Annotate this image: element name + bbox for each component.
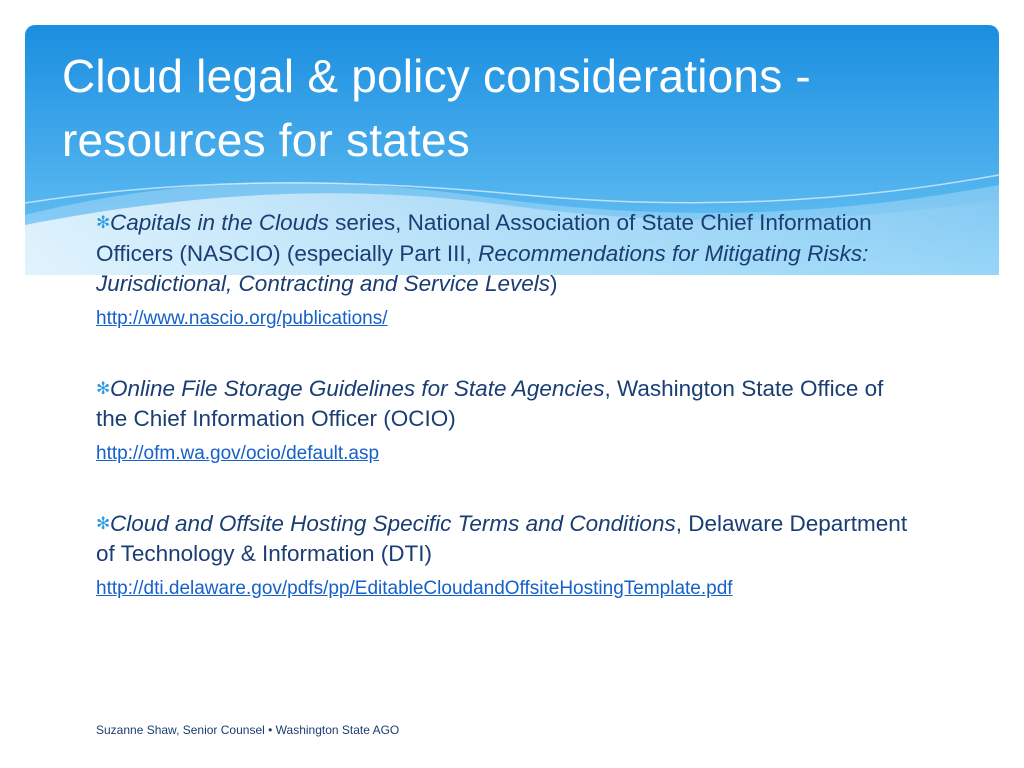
item-text [96, 509, 916, 570]
item-subtitle: Recommendations for Mitigating Risks: Jurisdictional, Contracting and Service Levels [96, 240, 869, 296]
asterisk-bullet-icon: ✻ [96, 378, 111, 398]
resource-list [96, 208, 916, 602]
item-description-end: ) [549, 271, 558, 296]
list-item [96, 208, 916, 332]
footer-text: Suzanne Shaw, Senior Counsel • Washington State AGO [96, 723, 400, 737]
item-text [96, 208, 916, 300]
resource-link[interactable]: http://dti.delaware.gov/pdfs/pp/EditableCloudandOffsiteHostingTemplate.pdf [96, 577, 733, 599]
list-item [96, 374, 916, 467]
item-title: Cloud and Offsite Hosting Specific Terms and Conditions [110, 510, 676, 536]
item-title: Online File Storage Guidelines for State Agencies [110, 375, 605, 401]
asterisk-bullet-icon: ✻ [96, 513, 111, 533]
resource-link[interactable]: http://ofm.wa.gov/ocio/default.asp [96, 442, 380, 464]
item-description: , Washington State Office of the Chief Information Officer (OCIO) [96, 375, 884, 431]
item-description: series, National Association of State Chief Information Officers (NASCIO) (especially Part III, [96, 210, 872, 266]
item-title: Capitals in the Clouds [110, 210, 329, 235]
resource-link[interactable]: http://www.nascio.org/publications/ [96, 307, 388, 329]
item-text [96, 374, 916, 435]
asterisk-bullet-icon: ✻ [96, 213, 111, 232]
item-description: , Delaware Department of Technology & Information (DTI) [96, 510, 908, 566]
page-title: Cloud legal & policy considerations - resources for states [62, 50, 811, 166]
list-item [96, 509, 916, 602]
